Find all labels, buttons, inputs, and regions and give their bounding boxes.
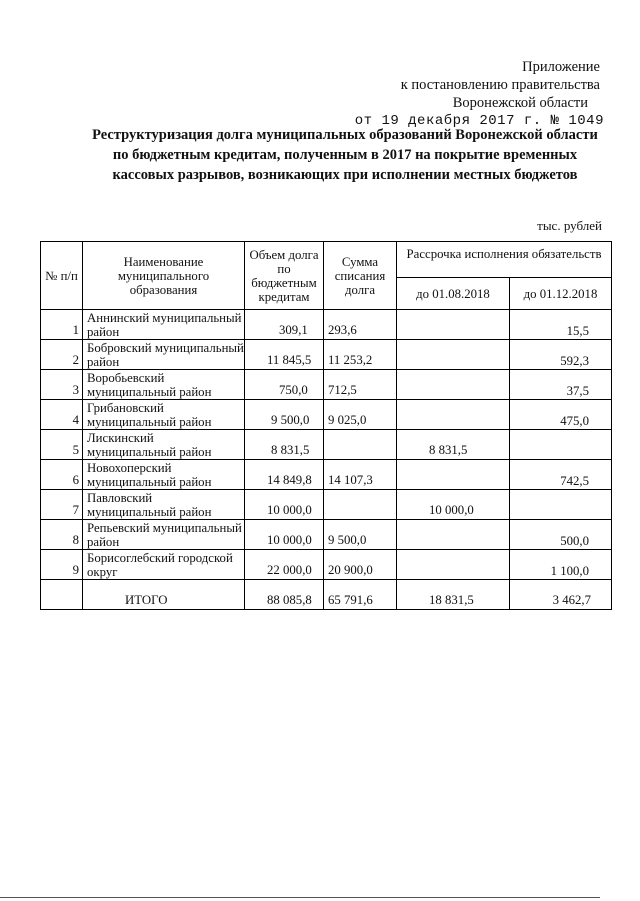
table-row [41, 400, 612, 430]
row-debt: 11 845,5 [245, 340, 324, 370]
row-date1: 8 831,5 [397, 430, 510, 460]
col-header-date1: до 01.08.2018 [397, 278, 510, 310]
row-writeoff: 9 500,0 [324, 520, 397, 550]
row-num: 6 [41, 460, 83, 490]
total-writeoff: 65 791,6 [324, 580, 397, 610]
row-num: 8 [41, 520, 83, 550]
row-date2: 37,5 [510, 370, 612, 400]
row-writeoff [324, 490, 397, 520]
debt-table [40, 241, 612, 610]
header-region: Воронежской области [452, 95, 588, 111]
row-writeoff: 20 900,0 [324, 550, 397, 580]
row-debt: 10 000,0 [245, 520, 324, 550]
col-header-installment: Рассрочка исполнения обязательств [397, 242, 612, 278]
table-row [41, 340, 612, 370]
row-name: Репьевский муниципальный район [83, 520, 245, 550]
row-date1 [397, 460, 510, 490]
row-name: Аннинский муниципальный район [83, 310, 245, 340]
row-debt: 9 500,0 [245, 400, 324, 430]
row-num: 5 [41, 430, 83, 460]
row-name: Бобровский муниципальный район [83, 340, 245, 370]
row-num: 2 [41, 340, 83, 370]
row-writeoff: 293,6 [324, 310, 397, 340]
table-row [41, 460, 612, 490]
row-writeoff: 712,5 [324, 370, 397, 400]
page-bottom-divider [0, 897, 600, 898]
row-date2 [510, 490, 612, 520]
row-date2: 500,0 [510, 520, 612, 550]
row-date1: 10 000,0 [397, 490, 510, 520]
row-debt: 22 000,0 [245, 550, 324, 580]
row-num: 7 [41, 490, 83, 520]
row-date2 [510, 430, 612, 460]
row-writeoff: 9 025,0 [324, 400, 397, 430]
row-date1 [397, 340, 510, 370]
row-num: 3 [41, 370, 83, 400]
row-date2: 15,5 [510, 310, 612, 340]
total-row [41, 580, 612, 610]
row-num: 4 [41, 400, 83, 430]
row-writeoff: 14 107,3 [324, 460, 397, 490]
row-name: Новохоперский муниципальный район [83, 460, 245, 490]
total-date2: 3 462,7 [510, 580, 612, 610]
col-header-name: Наименование муниципального образования [83, 242, 245, 310]
row-debt: 8 831,5 [245, 430, 324, 460]
row-date1 [397, 520, 510, 550]
row-date2: 1 100,0 [510, 550, 612, 580]
row-name: Павловский муниципальный район [83, 490, 245, 520]
col-header-debt: Объем долга по бюджетным кредитам [245, 242, 324, 310]
row-debt: 309,1 [245, 310, 324, 340]
header-appendix: Приложение [522, 59, 600, 75]
total-label: ИТОГО [83, 580, 245, 610]
total-debt: 88 085,8 [245, 580, 324, 610]
row-date2: 742,5 [510, 460, 612, 490]
row-date1 [397, 370, 510, 400]
col-header-num: № п/п [41, 242, 83, 310]
table-row [41, 370, 612, 400]
row-date2: 475,0 [510, 400, 612, 430]
header-resolution: к постановлению правительства [400, 77, 600, 93]
table-row [41, 310, 612, 340]
table-row [41, 490, 612, 520]
col-header-date2: до 01.12.2018 [510, 278, 612, 310]
table-row [41, 520, 612, 550]
row-date1 [397, 550, 510, 580]
total-num-cell [41, 580, 83, 610]
row-name: Грибановский муниципальный район [83, 400, 245, 430]
total-date1: 18 831,5 [397, 580, 510, 610]
row-writeoff: 11 253,2 [324, 340, 397, 370]
row-name: Воробьевский муниципальный район [83, 370, 245, 400]
col-header-writeoff: Сумма списания долга [324, 242, 397, 310]
row-num: 9 [41, 550, 83, 580]
row-debt: 14 849,8 [245, 460, 324, 490]
document-header [350, 58, 604, 130]
unit-label: тыс. рублей [537, 218, 602, 233]
row-num: 1 [41, 310, 83, 340]
row-debt: 10 000,0 [245, 490, 324, 520]
row-name: Лискинский муниципальный район [83, 430, 245, 460]
header-date-stamp: от 19 декабря 2017 г. № 1049 [354, 113, 604, 129]
row-writeoff [324, 430, 397, 460]
row-debt: 750,0 [245, 370, 324, 400]
table-row [41, 430, 612, 460]
table-row [41, 550, 612, 580]
document-title: Реструктуризация долга муниципальных образований Воронежской области по бюджетным кредитам, полученным в 2017 на покрытие временных кассовых разрывов, возникающих при исполнении местных бюджетов [92, 127, 598, 183]
row-date1 [397, 310, 510, 340]
row-date2: 592,3 [510, 340, 612, 370]
row-name: Борисоглебский городской округ [83, 550, 245, 580]
row-date1 [397, 400, 510, 430]
